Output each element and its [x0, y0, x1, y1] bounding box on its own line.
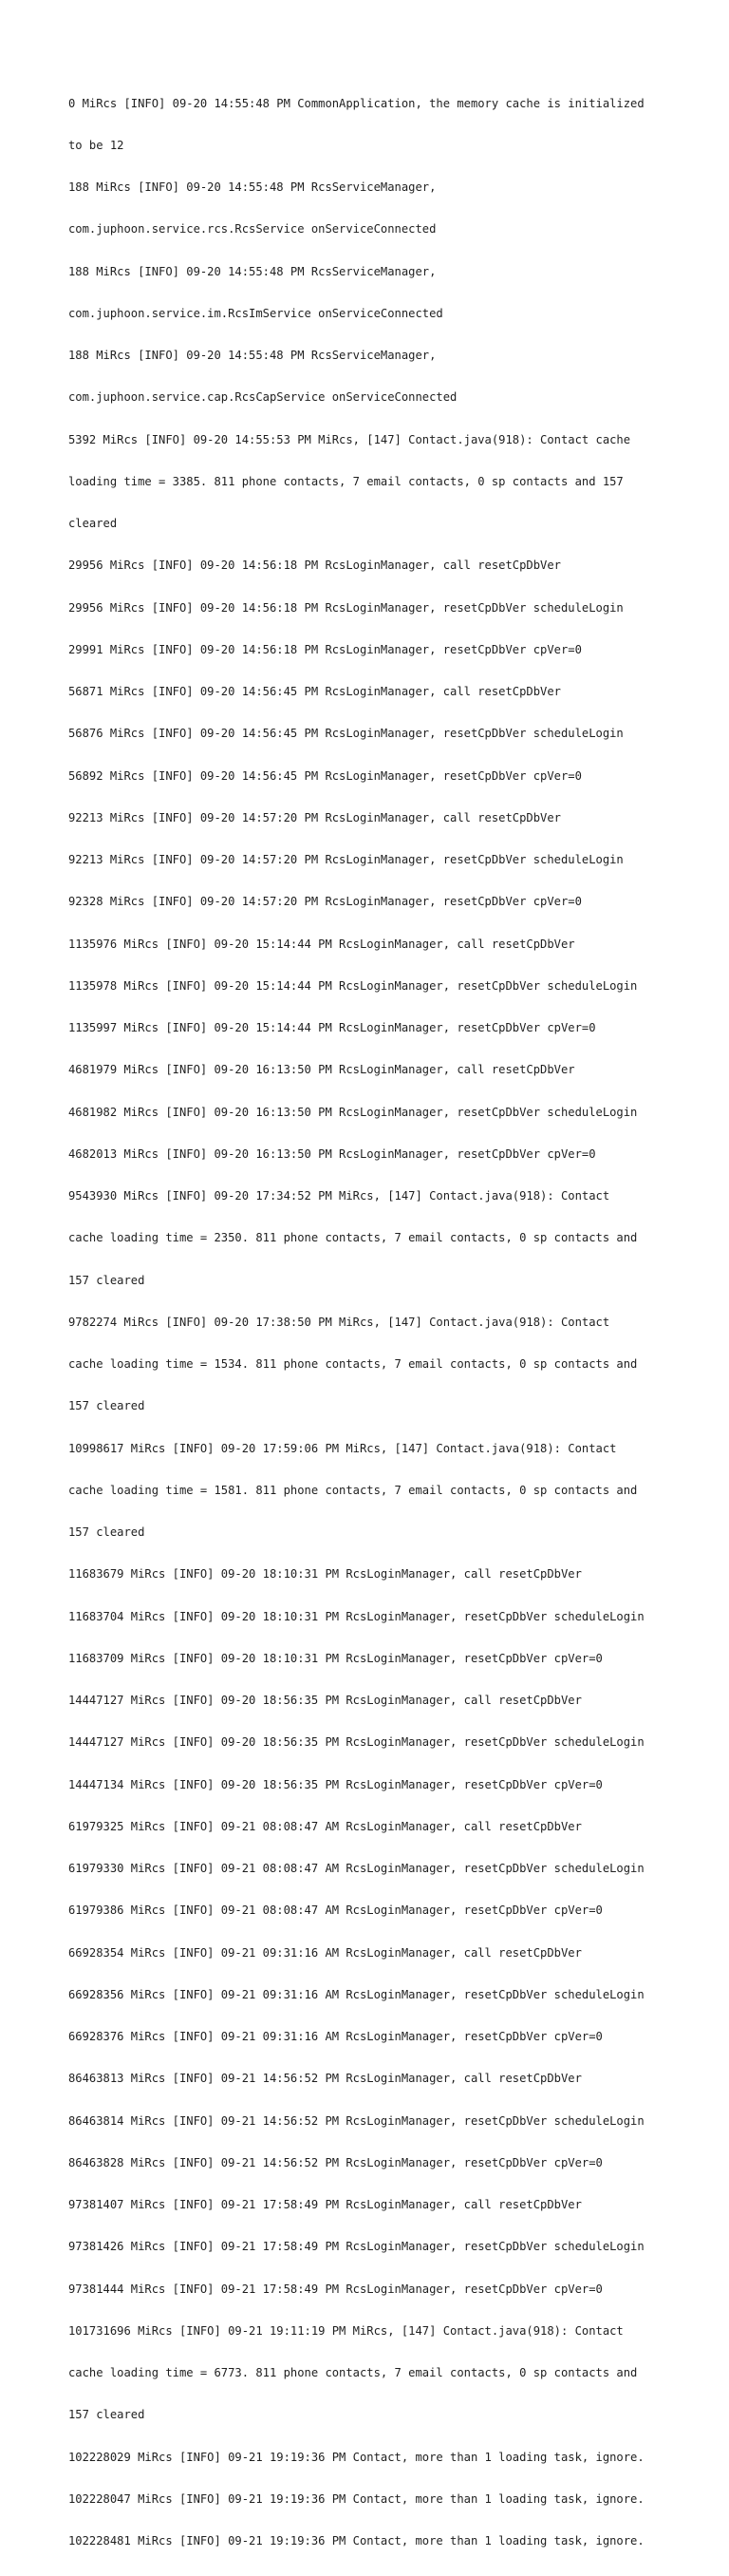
log-line: 4681982 MiRcs [INFO] 09-20 16:13:50 PM RcsLoginManager, resetCpDbVer scheduleLogin	[68, 1105, 638, 1119]
log-line: 61979325 MiRcs [INFO] 09-21 08:08:47 AM RcsLoginManager, call resetCpDbVer	[68, 1819, 582, 1833]
log-line: loading time = 3385. 811 phone contacts, 7 email contacts, 0 sp contacts and 157	[68, 474, 624, 488]
log-line: 1135997 MiRcs [INFO] 09-20 15:14:44 PM RcsLoginManager, resetCpDbVer cpVer=0	[68, 1021, 596, 1034]
log-line: 102228029 MiRcs [INFO] 09-21 19:19:36 PM Contact, more than 1 loading task, ignore.	[68, 2450, 645, 2464]
log-line: com.juphoon.service.rcs.RcsService onServiceConnected	[68, 222, 437, 237]
log-line: 29991 MiRcs [INFO] 09-20 14:56:18 PM RcsLoginManager, resetCpDbVer cpVer=0	[68, 642, 582, 656]
log-line: 92213 MiRcs [INFO] 09-20 14:57:20 PM RcsLoginManager, call resetCpDbVer	[68, 810, 561, 824]
log-line: 0 MiRcs [INFO] 09-20 14:55:48 PM CommonApplication, the memory cache is initialized	[68, 96, 645, 110]
log-line: 188 MiRcs [INFO] 09-20 14:55:48 PM RcsServiceManager,	[68, 349, 437, 362]
log-line: 11683704 MiRcs [INFO] 09-20 18:10:31 PM RcsLoginManager, resetCpDbVer scheduleLogin	[68, 1609, 645, 1623]
log-line: 92328 MiRcs [INFO] 09-20 14:57:20 PM RcsLoginManager, resetCpDbVer cpVer=0	[68, 895, 582, 909]
log-line: 29956 MiRcs [INFO] 09-20 14:56:18 PM RcsLoginManager, resetCpDbVer scheduleLogin	[68, 600, 624, 615]
log-line: 66928354 MiRcs [INFO] 09-21 09:31:16 AM RcsLoginManager, call resetCpDbVer	[68, 1945, 582, 1960]
log-line: 9782274 MiRcs [INFO] 09-20 17:38:50 PM MiRcs, [147] Contact.java(918): Contact	[68, 1315, 610, 1329]
log-line: 1135978 MiRcs [INFO] 09-20 15:14:44 PM RcsLoginManager, resetCpDbVer scheduleLogin	[68, 978, 638, 993]
log-line: 5392 MiRcs [INFO] 09-20 14:55:53 PM MiRcs, [147] Contact.java(918): Contact cache	[68, 432, 631, 446]
log-line: 86463814 MiRcs [INFO] 09-21 14:56:52 PM RcsLoginManager, resetCpDbVer scheduleLogin	[68, 2113, 645, 2128]
log-line: to be 12	[68, 138, 124, 152]
log-line: 102228047 MiRcs [INFO] 09-21 19:19:36 PM Contact, more than 1 loading task, ignore.	[68, 2491, 645, 2506]
log-line: 56892 MiRcs [INFO] 09-20 14:56:45 PM RcsLoginManager, resetCpDbVer cpVer=0	[68, 768, 582, 783]
log-line: 4682013 MiRcs [INFO] 09-20 16:13:50 PM RcsLoginManager, resetCpDbVer cpVer=0	[68, 1146, 596, 1161]
log-line: 66928356 MiRcs [INFO] 09-21 09:31:16 AM RcsLoginManager, resetCpDbVer scheduleLogin	[68, 1987, 645, 2001]
log-line: 29956 MiRcs [INFO] 09-20 14:56:18 PM RcsLoginManager, call resetCpDbVer	[68, 559, 561, 573]
log-line: 61979386 MiRcs [INFO] 09-21 08:08:47 AM RcsLoginManager, resetCpDbVer cpVer=0	[68, 1904, 603, 1918]
log-line: 1135976 MiRcs [INFO] 09-20 15:14:44 PM RcsLoginManager, call resetCpDbVer	[68, 937, 575, 951]
log-line: com.juphoon.service.cap.RcsCapService onServiceConnected	[68, 390, 458, 405]
log-line: 157 cleared	[68, 2408, 145, 2422]
log-line: 61979330 MiRcs [INFO] 09-21 08:08:47 AM RcsLoginManager, resetCpDbVer scheduleLogin	[68, 1862, 645, 1875]
log-line: 9543930 MiRcs [INFO] 09-20 17:34:52 PM MiRcs, [147] Contact.java(918): Contact	[68, 1189, 610, 1203]
log-line: 4681979 MiRcs [INFO] 09-20 16:13:50 PM RcsLoginManager, call resetCpDbVer	[68, 1063, 575, 1077]
log-line: cache loading time = 1534. 811 phone contacts, 7 email contacts, 0 sp contacts and	[68, 1357, 638, 1371]
log-line: cache loading time = 6773. 811 phone contacts, 7 email contacts, 0 sp contacts and	[68, 2366, 638, 2379]
log-line: 157 cleared	[68, 1525, 145, 1539]
log-line: 97381426 MiRcs [INFO] 09-21 17:58:49 PM RcsLoginManager, resetCpDbVer scheduleLogin	[68, 2240, 645, 2254]
log-line: 188 MiRcs [INFO] 09-20 14:55:48 PM RcsServiceManager,	[68, 264, 437, 278]
log-line: 97381407 MiRcs [INFO] 09-21 17:58:49 PM RcsLoginManager, call resetCpDbVer	[68, 2198, 582, 2211]
log-line: com.juphoon.service.im.RcsImService onServiceConnected	[68, 306, 443, 320]
log-line: 14447127 MiRcs [INFO] 09-20 18:56:35 PM RcsLoginManager, resetCpDbVer scheduleLogin	[68, 1735, 645, 1750]
log-line: 86463828 MiRcs [INFO] 09-21 14:56:52 PM RcsLoginManager, resetCpDbVer cpVer=0	[68, 2155, 603, 2169]
log-line: cleared	[68, 517, 118, 530]
log-line: 11683679 MiRcs [INFO] 09-20 18:10:31 PM RcsLoginManager, call resetCpDbVer	[68, 1567, 582, 1582]
log-line: 11683709 MiRcs [INFO] 09-20 18:10:31 PM RcsLoginManager, resetCpDbVer cpVer=0	[68, 1651, 603, 1665]
log-line: cache loading time = 2350. 811 phone contacts, 7 email contacts, 0 sp contacts and	[68, 1231, 638, 1245]
log-line: 157 cleared	[68, 1399, 145, 1413]
log-line: 101731696 MiRcs [INFO] 09-21 19:11:19 PM MiRcs, [147] Contact.java(918): Contact	[68, 2323, 624, 2338]
log-text-block	[68, 68, 676, 2576]
log-line: 97381444 MiRcs [INFO] 09-21 17:58:49 PM RcsLoginManager, resetCpDbVer cpVer=0	[68, 2282, 603, 2296]
log-line: 66928376 MiRcs [INFO] 09-21 09:31:16 AM RcsLoginManager, resetCpDbVer cpVer=0	[68, 2030, 603, 2043]
log-line: 56871 MiRcs [INFO] 09-20 14:56:45 PM RcsLoginManager, call resetCpDbVer	[68, 685, 561, 698]
log-line: 56876 MiRcs [INFO] 09-20 14:56:45 PM RcsLoginManager, resetCpDbVer scheduleLogin	[68, 727, 624, 741]
log-line: 188 MiRcs [INFO] 09-20 14:55:48 PM RcsServiceManager,	[68, 180, 437, 194]
log-line: cache loading time = 1581. 811 phone contacts, 7 email contacts, 0 sp contacts and	[68, 1483, 638, 1497]
log-line: 14447127 MiRcs [INFO] 09-20 18:56:35 PM RcsLoginManager, call resetCpDbVer	[68, 1694, 582, 1707]
log-line: 92213 MiRcs [INFO] 09-20 14:57:20 PM RcsLoginManager, resetCpDbVer scheduleLogin	[68, 853, 624, 866]
log-line: 102228481 MiRcs [INFO] 09-21 19:19:36 PM Contact, more than 1 loading task, ignore.	[68, 2534, 645, 2548]
log-line: 157 cleared	[68, 1273, 145, 1287]
log-line: 14447134 MiRcs [INFO] 09-20 18:56:35 PM RcsLoginManager, resetCpDbVer cpVer=0	[68, 1777, 603, 1791]
log-line: 10998617 MiRcs [INFO] 09-20 17:59:06 PM MiRcs, [147] Contact.java(918): Contact	[68, 1441, 617, 1455]
log-line: 86463813 MiRcs [INFO] 09-21 14:56:52 PM RcsLoginManager, call resetCpDbVer	[68, 2072, 582, 2086]
